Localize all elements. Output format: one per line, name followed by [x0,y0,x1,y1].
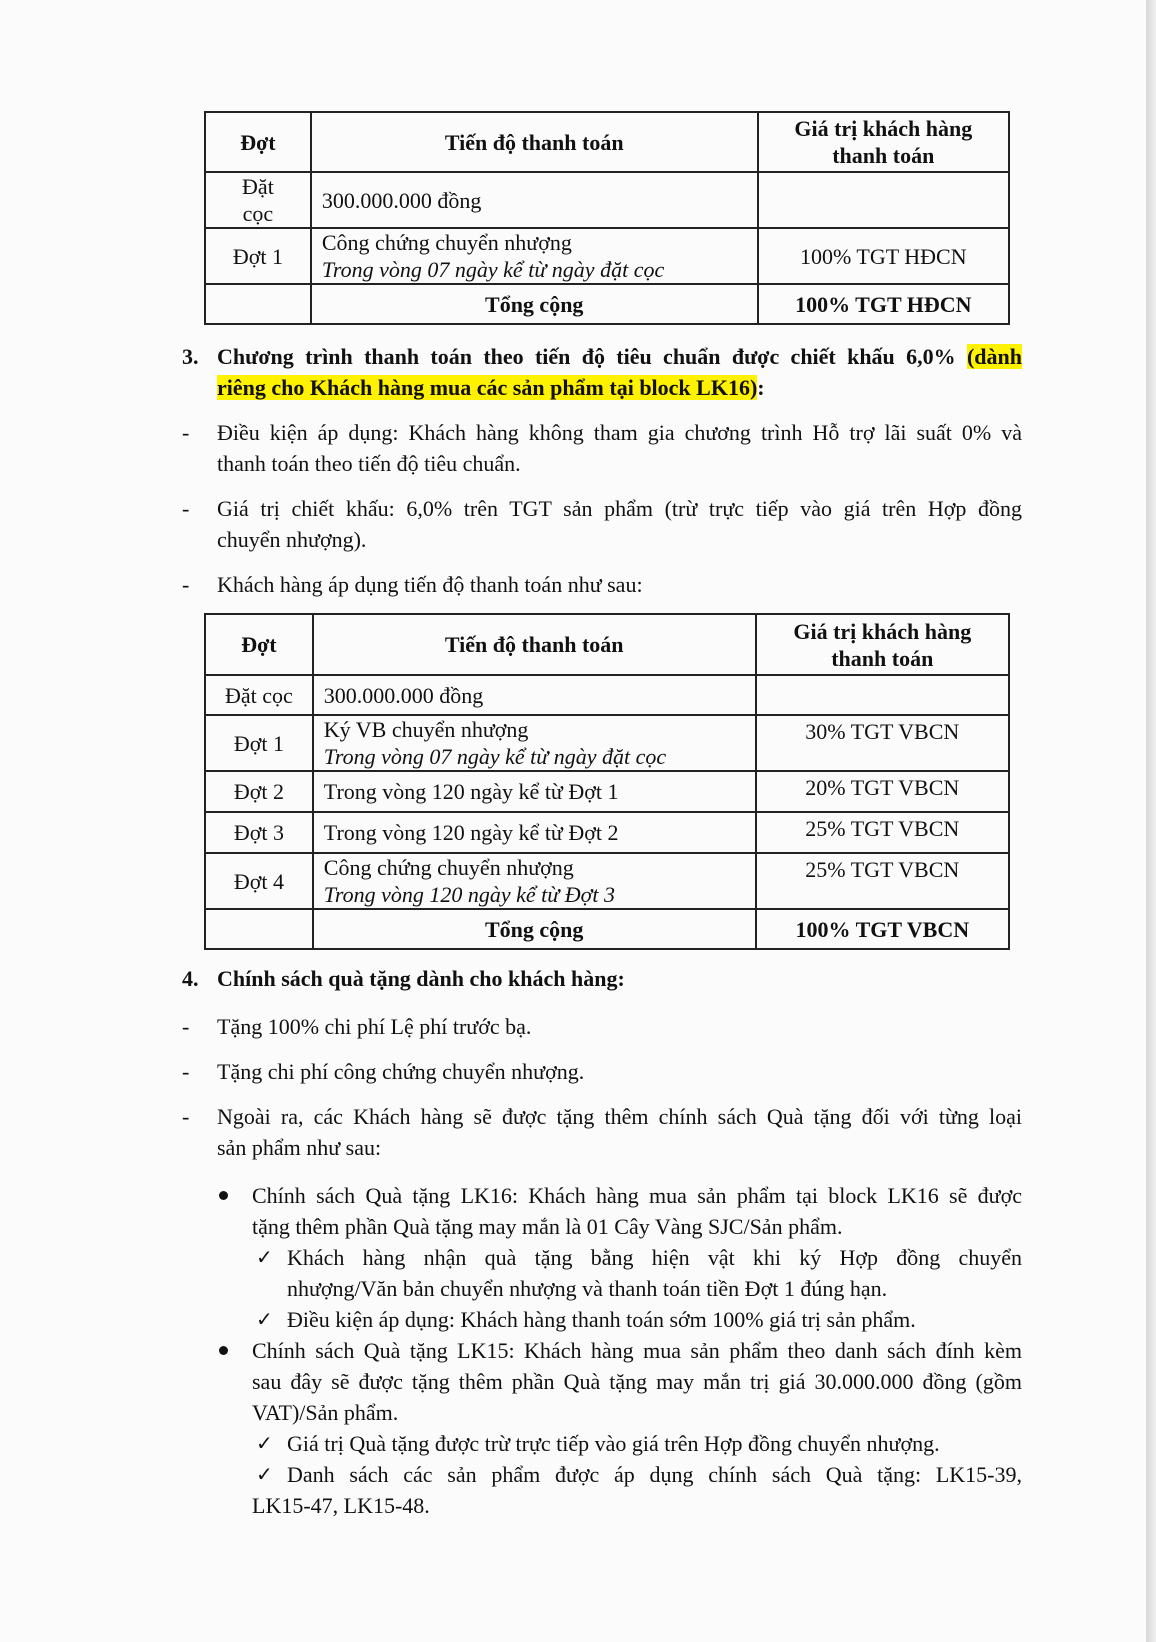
col-header-dot: Đợt [205,112,311,172]
gift-lk15-check2-line2: LK15-47, LK15-48. [252,1493,430,1518]
cell-tien-do: Trong vòng 120 ngày kể từ Đợt 1 [313,771,756,812]
section-4-number: 4. [182,966,199,991]
dash-marker: - [182,420,190,445]
gift-lk16-line2: tặng thêm phần Quà tặng may mắn là 01 Cây Vàng SJC/Sản phẩm. [252,1214,843,1239]
col-header-gia-tri: Giá trị khách hàng thanh toán [758,112,1009,172]
tien-do-main: Ký VB chuyển nhượng [323,717,529,742]
cell-dot: Đợt 1 [205,715,313,771]
cell-tien-do: 300.000.000 đồng [311,172,758,228]
cell-tien-do: Trong vòng 120 ngày kể từ Đợt 2 [313,812,756,853]
gift-lk16-check2: Điều kiện áp dụng: Khách hàng thanh toán sớm 100% giá trị sản phẩm. [287,1307,916,1332]
section-3-item-2-line1: Giá trị chiết khấu: 6,0% trên TGT sản phẩm (trừ trực tiếp vào giá trên Hợp đồng [217,496,1022,521]
check-icon: ✓ [256,1431,273,1455]
dash-marker: - [182,1104,190,1129]
cell-dot: Đặt cọc [205,675,313,715]
section-3-highlight-1: (dành [966,344,1022,369]
section-3-item-1-line2: thanh toán theo tiến độ tiêu chuẩn. [217,451,521,476]
table-row [205,172,1009,228]
cell-gia-tri [756,675,1009,715]
gift-lk15-line2: sau đây sẽ được tặng thêm phần Quà tặng may mắn trị giá 30.000.000 đồng (gồm [252,1369,1022,1394]
col-header-tien-do: Tiến độ thanh toán [311,112,758,172]
check-icon: ✓ [256,1462,273,1486]
table-total-row [205,284,1009,324]
dash-marker: - [182,1059,190,1084]
table-row [205,675,1009,715]
total-label: Tổng cộng [313,909,756,949]
tien-do-sub: Trong vòng 120 ngày kể từ Đợt 3 [323,882,615,907]
tien-do-main: Công chứng chuyển nhượng [321,230,572,255]
gift-lk15-check1: Giá trị Quà tặng được trừ trực tiếp vào giá trên Hợp đồng chuyển nhượng. [287,1431,940,1456]
cell-dot: Đặt cọc [205,172,311,228]
table-total-row [205,909,1009,949]
table-header-row [205,614,1009,675]
section-3-item-1-line1: Điều kiện áp dụng: Khách hàng không tham gia chương trình Hỗ trợ lãi suất 0% và [217,420,1022,445]
cell-empty [205,909,313,949]
table-row [205,715,1009,771]
gift-lk15-line1: Chính sách Quà tặng LK15: Khách hàng mua sản phẩm theo danh sách đính kèm [252,1338,1022,1363]
cell-tien-do [313,853,756,909]
cell-gia-tri: 30% TGT VBCN [756,715,1009,771]
table-header-row [205,112,1009,172]
bullet-dot [219,1191,228,1200]
table-row [205,228,1009,284]
table-row [205,853,1009,909]
cell-gia-tri: 25% TGT VBCN [756,812,1009,853]
bullet-dot [219,1346,228,1355]
tien-do-sub: Trong vòng 07 ngày kể từ ngày đặt cọc [323,744,667,769]
gift-lk15-check2-line1: Danh sách các sản phẩm được áp dụng chính sách Quà tặng: LK15-39, [287,1462,1022,1487]
cell-gia-tri [758,172,1009,228]
section-4-item-2: Tặng chi phí công chứng chuyển nhượng. [217,1059,585,1084]
gift-lk15-line3: VAT)/Sản phẩm. [252,1400,399,1425]
cell-tien-do: 300.000.000 đồng [313,675,756,715]
section-4-item-3-line2: sản phẩm như sau: [217,1135,382,1160]
section-3-highlight-2: riêng cho Khách hàng mua các sản phẩm tại block LK16) [217,375,758,400]
dash-marker: - [182,572,190,597]
cell-gia-tri: 25% TGT VBCN [756,853,1009,909]
col-header-dot: Đợt [205,614,313,675]
table-row [205,771,1009,812]
section-3-title-line1 [217,341,1022,372]
cell-tien-do [311,228,758,284]
check-icon: ✓ [256,1245,273,1269]
tien-do-sub: Trong vòng 07 ngày kể từ ngày đặt cọc [321,257,665,282]
cell-gia-tri: 100% TGT HĐCN [758,228,1009,284]
gift-lk16-check1-line2: nhượng/Văn bản chuyển nhượng và thanh toán tiền Đợt 1 đúng hạn. [287,1276,888,1301]
check-icon: ✓ [256,1307,273,1331]
page-edge [1146,0,1156,1642]
dash-marker: - [182,496,190,521]
section-3-item-3-line1: Khách hàng áp dụng tiến độ thanh toán như sau: [217,572,643,597]
cell-gia-tri: 20% TGT VBCN [756,771,1009,812]
section-4-item-3-line1: Ngoài ra, các Khách hàng sẽ được tặng thêm chính sách Quà tặng đối với từng loại [217,1104,1022,1129]
gift-lk16-line1: Chính sách Quà tặng LK16: Khách hàng mua sản phẩm tại block LK16 sẽ được [252,1183,1022,1208]
total-value: 100% TGT HĐCN [758,284,1009,324]
cell-dot: Đợt 1 [205,228,311,284]
total-label: Tổng cộng [311,284,758,324]
section-4-title: Chính sách quà tặng dành cho khách hàng: [217,966,625,991]
cell-dot: Đợt 2 [205,771,313,812]
section-3-title-text: Chương trình thanh toán theo tiến độ tiêu chuẩn được chiết khấu 6,0% [217,344,956,369]
dash-marker: - [182,1014,190,1039]
payment-table-2 [204,613,1010,950]
section-3-item-2-line2: chuyển nhượng). [217,527,367,552]
section-3-title-line2 [217,372,765,403]
cell-dot: Đợt 3 [205,812,313,853]
section-3-title-end: : [757,375,765,400]
total-value: 100% TGT VBCN [756,909,1009,949]
col-header-gia-tri: Giá trị khách hàng thanh toán [756,614,1009,675]
col-header-tien-do: Tiến độ thanh toán [313,614,756,675]
section-4-item-1: Tặng 100% chi phí Lệ phí trước bạ. [217,1014,532,1039]
table-row [205,812,1009,853]
payment-table-1 [204,111,1010,325]
cell-dot: Đợt 4 [205,853,313,909]
tien-do-main: Công chứng chuyển nhượng [323,855,574,880]
cell-empty [205,284,311,324]
section-3-number: 3. [182,344,199,369]
gift-lk16-check1-line1: Khách hàng nhận quà tặng bằng hiện vật khi ký Hợp đồng chuyển [287,1245,1022,1270]
cell-tien-do [313,715,756,771]
